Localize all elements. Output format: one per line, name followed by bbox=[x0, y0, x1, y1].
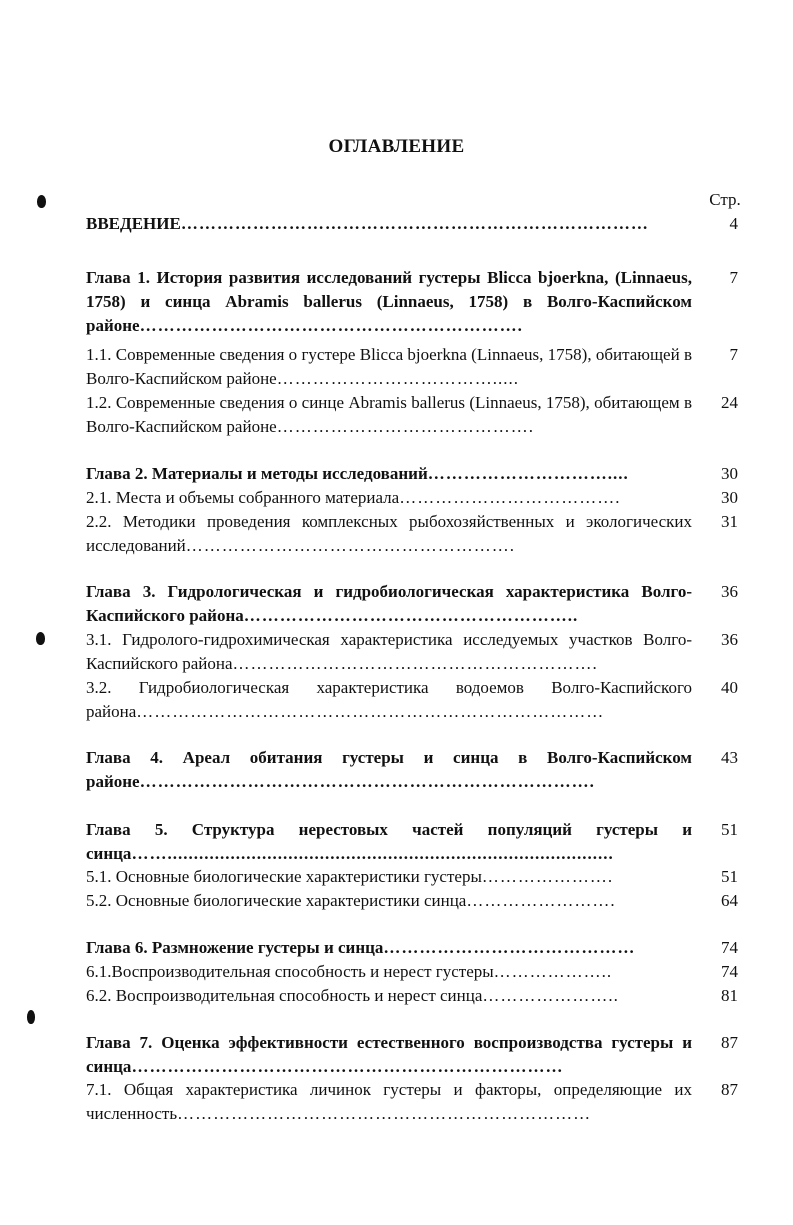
toc-page-number: 51 bbox=[721, 820, 738, 839]
toc-page-number: 74 bbox=[721, 962, 738, 981]
toc-entry-title: 2.1. Места и объемы собранного материала………………………………. bbox=[86, 488, 621, 507]
toc-page-number: 7 bbox=[729, 345, 738, 364]
toc-entry-title: 5.2. Основные биологические характеристики синца……………………. bbox=[86, 891, 616, 910]
toc-entry-title: 3.2. Гидробиологическая характеристика водоемов Волго-Каспийского района…………………………………………………………………… bbox=[86, 678, 692, 721]
toc-page-number: 43 bbox=[721, 748, 738, 767]
toc-page-number: 36 bbox=[721, 582, 738, 601]
toc-entry-title: 3.1. Гидролого-гидрохимическая характеристика исследуемых участков Волго-Каспийского района……………………………………………………. bbox=[86, 630, 692, 673]
toc-page-number: 87 bbox=[721, 1080, 738, 1099]
toc-page-number: 36 bbox=[721, 630, 738, 649]
toc-entry-title: 1.2. Современные сведения о синце Abramis ballerus (Linnaeus, 1758), обитающем в Волго-Каспийском районе……………………………………. bbox=[86, 393, 692, 436]
toc-page-number: 30 bbox=[721, 464, 738, 483]
toc-entry-title: Глава 2. Материалы и методы исследований………………………….... bbox=[86, 464, 629, 483]
toc-page-number: 87 bbox=[721, 1033, 738, 1052]
toc-entry-title: Глава 4. Ареал обитания густеры и синца в Волго-Каспийском районе…………………………………………………………………. bbox=[86, 748, 692, 791]
toc-page-number: 7 bbox=[729, 268, 738, 287]
toc-entry-title: Глава 3. Гидрологическая и гидробиологическая характеристика Волго-Каспийского района……………………………………………….. bbox=[86, 582, 692, 625]
page-column-label: Стр. bbox=[709, 190, 741, 209]
page-title: ОГЛАВЛЕНИЕ bbox=[328, 136, 465, 157]
toc-page-number: 74 bbox=[721, 938, 738, 957]
toc-entry-title: 6.2. Воспроизводительная способность и нерест синца………………….. bbox=[86, 986, 619, 1005]
toc-entry-title: Глава 6. Размножение густеры и синца…………………………………… bbox=[86, 938, 636, 957]
toc-page-number: 24 bbox=[721, 393, 738, 412]
toc-entry-title: 6.1.Воспроизводительная способность и нерест густеры……………….. bbox=[86, 962, 613, 981]
toc-page-number: 81 bbox=[721, 986, 738, 1005]
toc-page-number: 31 bbox=[721, 512, 738, 531]
binding-hole-mark bbox=[27, 1010, 35, 1024]
toc-page-number: 51 bbox=[721, 867, 738, 886]
toc-entry-title: Глава 5. Структура нерестовых частей популяций густеры и синца……..................................................................................... bbox=[86, 820, 692, 863]
toc-page-number: 4 bbox=[729, 214, 738, 233]
toc-entry-title: 1.1. Современные сведения о густере Blicca bjoerkna (Linnaeus, 1758), обитающей в Волго-Каспийском районе………………………………..... bbox=[86, 345, 692, 388]
toc-page-number: 64 bbox=[721, 891, 738, 910]
binding-hole-mark bbox=[36, 632, 45, 645]
toc-page-number: 40 bbox=[721, 678, 738, 697]
toc-page-number: 30 bbox=[721, 488, 738, 507]
toc-entry-title: ВВЕДЕНИЕ…………………………………………………………………… bbox=[86, 214, 649, 233]
toc-entry-title: 7.1. Общая характеристика личинок густеры и факторы, определяющие их численность…………………………………………………………… bbox=[86, 1080, 692, 1123]
toc-entry-title: 5.1. Основные биологические характеристики густеры…………………. bbox=[86, 867, 614, 886]
toc-entry-title: Глава 7. Оценка эффективности естественного воспроизводства густеры и синца……………………………………………………………… bbox=[86, 1033, 692, 1076]
toc-entry-title: 2.2. Методики проведения комплексных рыбохозяйственных и экологических исследований………………………………………………. bbox=[86, 512, 692, 555]
binding-hole-mark bbox=[37, 195, 46, 208]
toc-entry-title: Глава 1. История развития исследований густеры Blicca bjoerkna, (Linnaeus, 1758) и синца Abramis ballerus (Linnaeus, 1758) в Волго-Каспийском районе………………………………………………………. bbox=[86, 268, 692, 335]
